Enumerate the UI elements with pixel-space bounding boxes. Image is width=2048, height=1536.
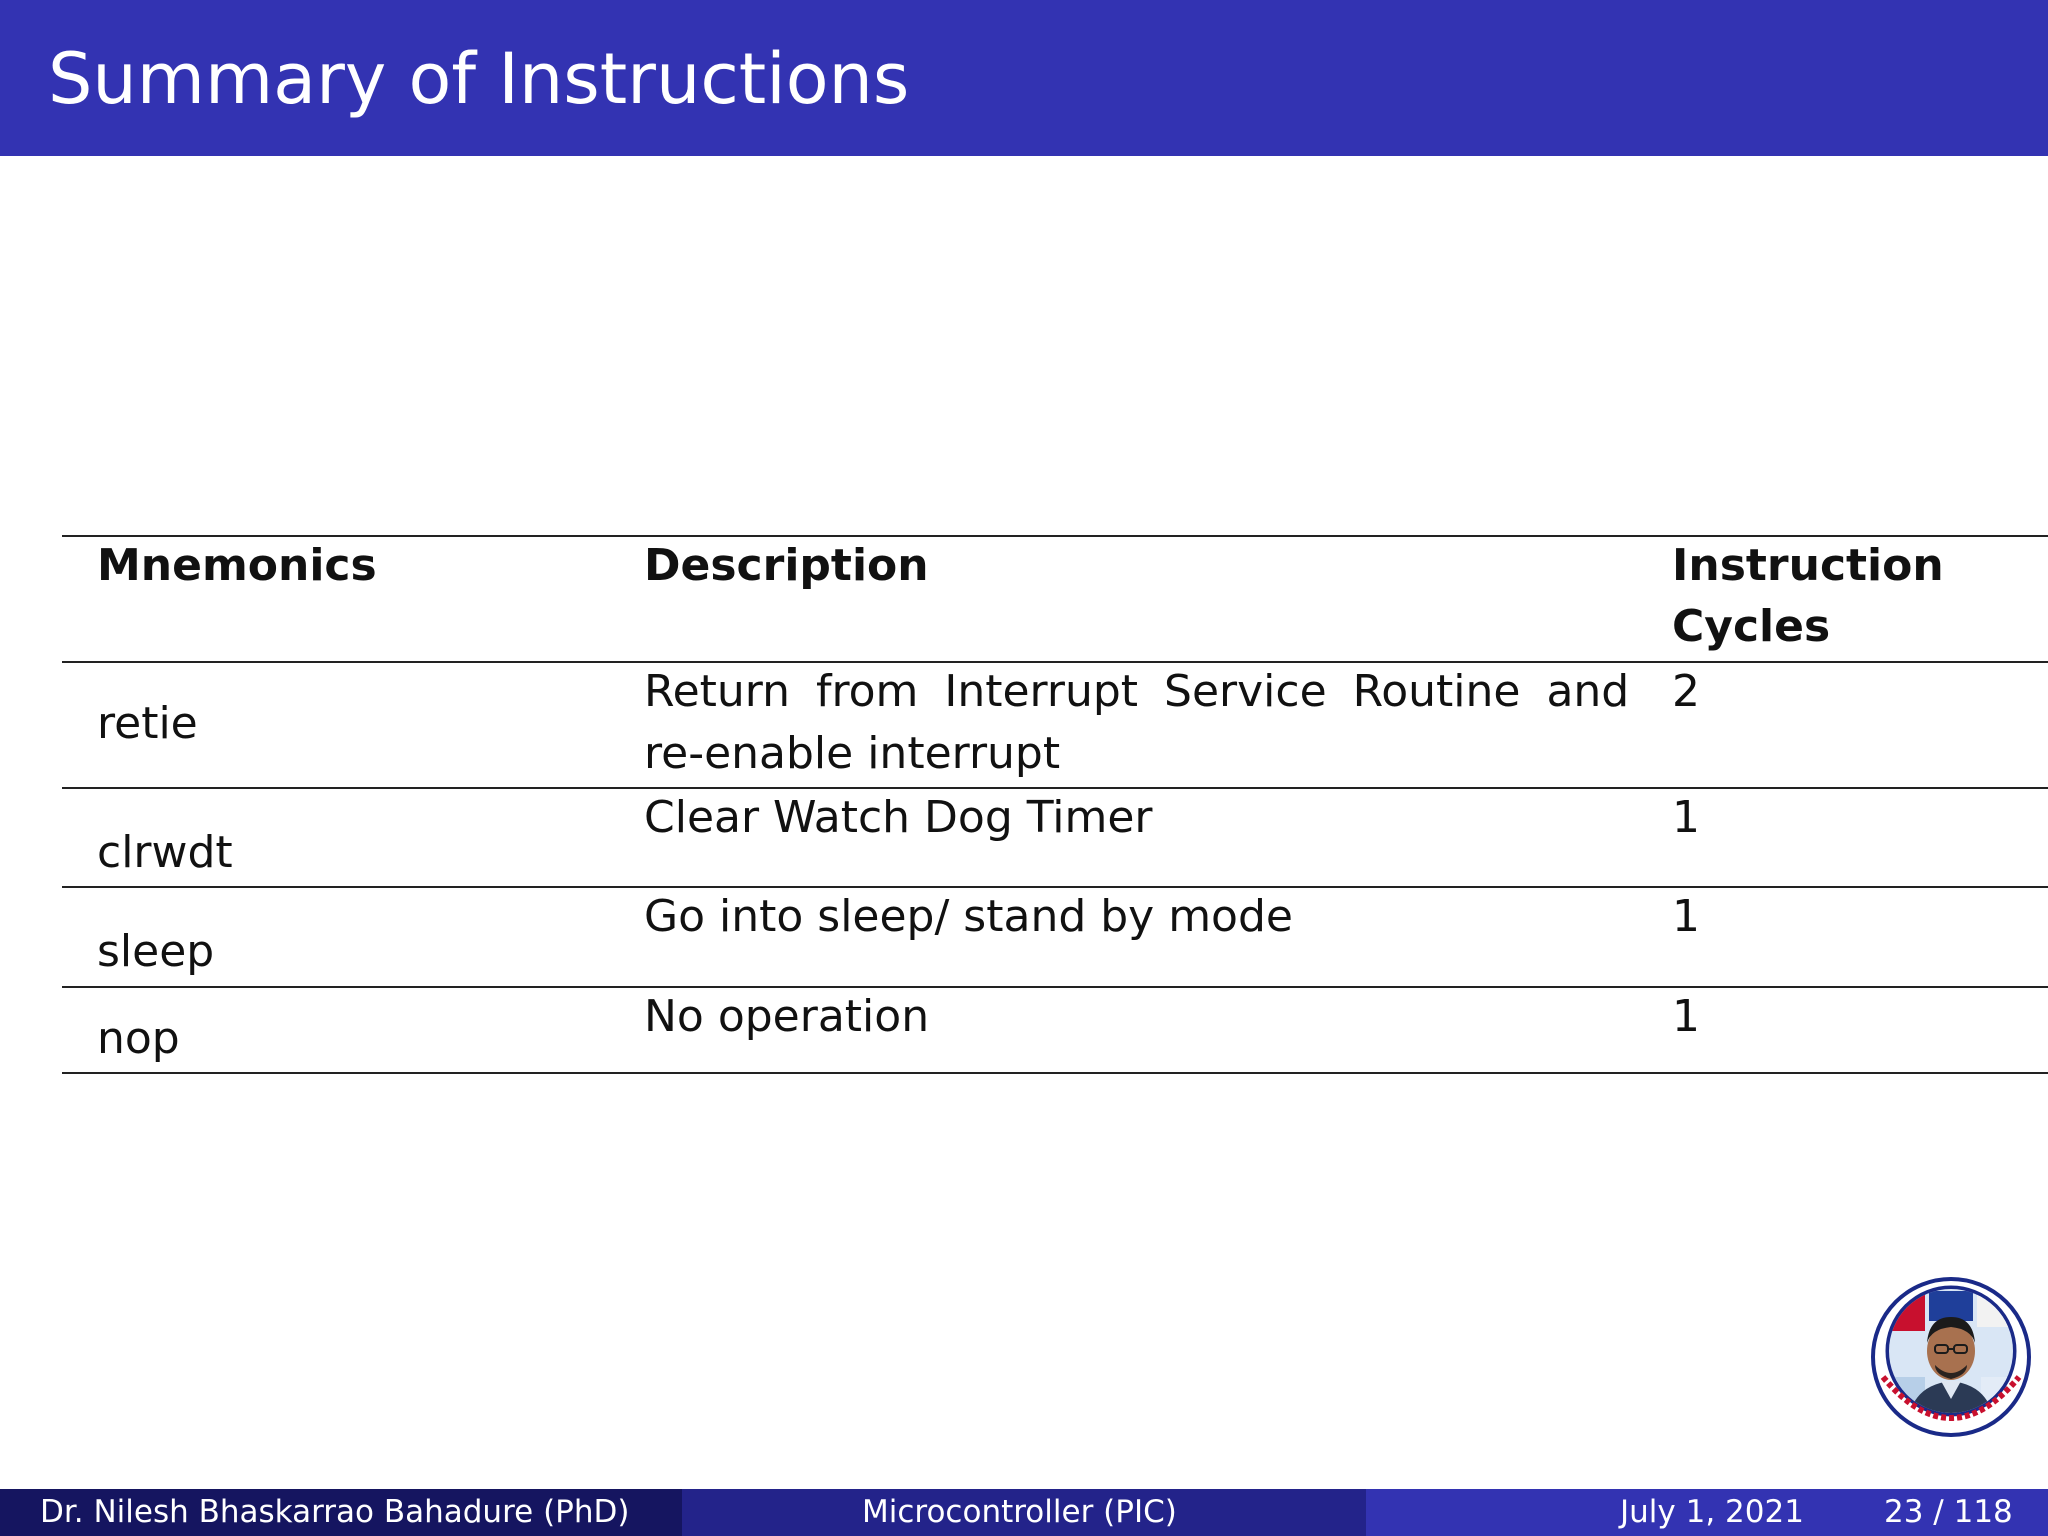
row-clrwdt-description: Clear Watch Dog Timer: [644, 792, 1153, 843]
row-clrwdt-cycles: 1: [1672, 792, 1700, 843]
row-sleep-mnemonic: sleep: [97, 926, 215, 977]
header-cycles-line2: Cycles: [1672, 601, 1831, 652]
footer-author-segment: [0, 1489, 682, 1536]
academy-logo: [1871, 1277, 2031, 1437]
row-retie-description-line2: re-enable interrupt: [644, 728, 1061, 779]
header-cycles-line1: Instruction: [1672, 540, 1944, 591]
row-retie-mnemonic: retie: [97, 698, 198, 749]
row-clrwdt-mnemonic: clrwdt: [97, 827, 233, 878]
footer-page-number: 23 / 118: [1884, 1494, 2013, 1530]
row-retie-cycles: 2: [1672, 666, 1700, 717]
table-row-rule: [62, 986, 2048, 988]
row-retie-description-line1: Return from Interrupt Service Routine and: [644, 666, 1630, 717]
header-description: Description: [644, 540, 929, 591]
slide-title: Summary of Instructions: [48, 38, 910, 120]
row-sleep-cycles: 1: [1672, 891, 1700, 942]
footer: [0, 1489, 2048, 1536]
footer-author: Dr. Nilesh Bhaskarrao Bahadure (PhD): [40, 1494, 630, 1530]
header-mnemonics: Mnemonics: [97, 540, 377, 591]
row-sleep-description: Go into sleep/ stand by mode: [644, 891, 1293, 942]
footer-course-segment: [682, 1489, 1366, 1536]
footer-course: Microcontroller (PIC): [862, 1494, 1177, 1530]
footer-date-segment: [1366, 1489, 2048, 1536]
footer-date: July 1, 2021: [1620, 1494, 1804, 1530]
row-nop-mnemonic: nop: [97, 1013, 180, 1064]
table-bottom-rule: [62, 1072, 2048, 1074]
row-nop-cycles: 1: [1672, 991, 1700, 1042]
row-nop-description: No operation: [644, 991, 930, 1042]
title-bar: [0, 0, 2048, 156]
